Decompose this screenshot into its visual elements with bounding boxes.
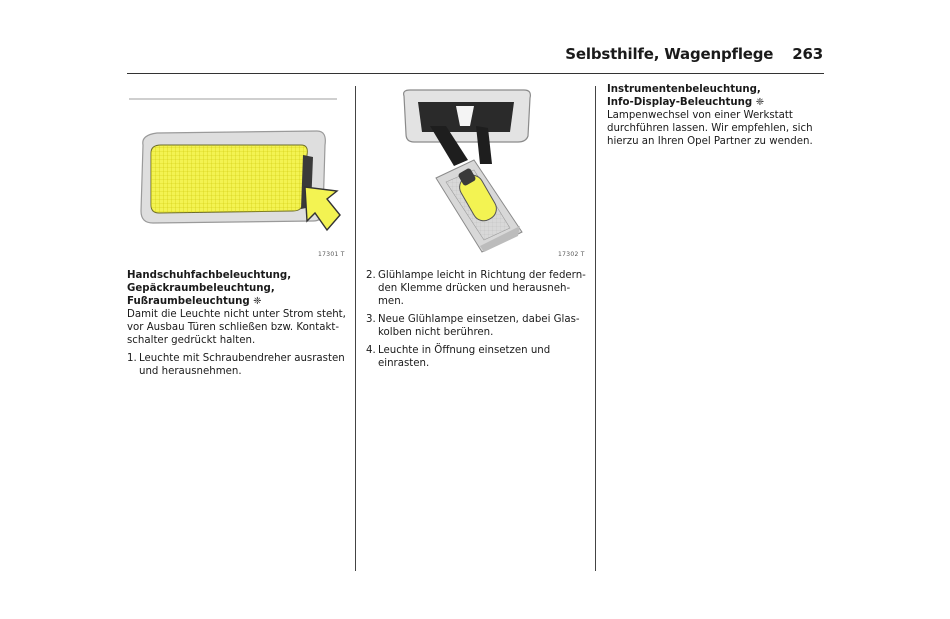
- intro-paragraph: [127, 308, 349, 347]
- heading-line: Gepäckraumbeleuchtung,: [127, 283, 275, 294]
- column-3-text: [607, 83, 827, 153]
- text-line: men.: [378, 296, 404, 307]
- figure-bulb-replacement: [396, 86, 536, 256]
- text-line: und herausnehmen.: [139, 366, 242, 377]
- lamp-removal-illustration: [127, 95, 347, 260]
- steps-list-2: [366, 269, 591, 370]
- text-line: Lampenwechsel von einer Werkstatt: [607, 110, 793, 121]
- heading-glovebox-lighting: [127, 269, 349, 308]
- text-line: Leuchte in Öffnung einsetzen und: [378, 345, 551, 356]
- figure-id-2: 17302 T: [558, 251, 585, 258]
- text-line: einrasten.: [378, 358, 430, 369]
- list-item: [127, 352, 349, 378]
- body-paragraph: [607, 109, 827, 148]
- heading-line: Handschuhfachbeleuchtung,: [127, 270, 292, 281]
- page-header: [565, 45, 823, 63]
- column-divider-1: [355, 86, 356, 571]
- steps-list-1: [127, 352, 349, 378]
- column-2-text: [366, 269, 591, 375]
- section-title: Selbsthilfe, Wagenpflege: [565, 45, 774, 63]
- text-line: Neue Glühlampe einsetzen, dabei Glas-: [378, 314, 580, 325]
- workshop-symbol-icon: ❈: [253, 296, 262, 307]
- workshop-symbol-icon: ❈: [755, 97, 765, 108]
- text-line: Damit die Leuchte nicht unter Strom steht,: [127, 309, 346, 320]
- text-line: vor Ausbau Türen schließen bzw. Kontakt-: [127, 322, 340, 333]
- heading-line: Instrumentenbeleuchtung,: [607, 84, 761, 95]
- column-divider-2: [595, 86, 596, 571]
- step-number: 2.: [366, 270, 376, 281]
- text-line: hierzu an Ihren Opel Partner zu wenden.: [607, 136, 813, 147]
- text-line: kolben nicht berühren.: [378, 327, 494, 338]
- figure-id-1: 17301 T: [318, 251, 345, 258]
- bulb-replacement-illustration: [396, 86, 536, 256]
- heading-line: Info-Display-Beleuchtung: [607, 97, 753, 108]
- text-line: schalter gedrückt halten.: [127, 335, 256, 346]
- text-line: Glühlampe leicht in Richtung der federn-: [378, 270, 586, 281]
- heading-instrument-lighting: [607, 83, 827, 109]
- figure-lamp-removal: [127, 95, 347, 260]
- heading-line: Fußraumbeleuchtung: [127, 296, 250, 307]
- text-line: durchführen lassen. Wir empfehlen, sich: [607, 123, 813, 134]
- step-number: 4.: [366, 345, 376, 356]
- column-1-text: [127, 269, 349, 383]
- header-rule: [127, 73, 824, 74]
- step-number: 3.: [366, 314, 376, 325]
- list-item: [366, 313, 591, 339]
- list-item: [366, 269, 591, 308]
- page-number: 263: [792, 45, 823, 63]
- text-line: Leuchte mit Schraubendreher ausrasten: [139, 353, 345, 364]
- text-line: den Klemme drücken und herausneh-: [378, 283, 571, 294]
- list-item: [366, 344, 591, 370]
- step-number: 1.: [127, 353, 137, 364]
